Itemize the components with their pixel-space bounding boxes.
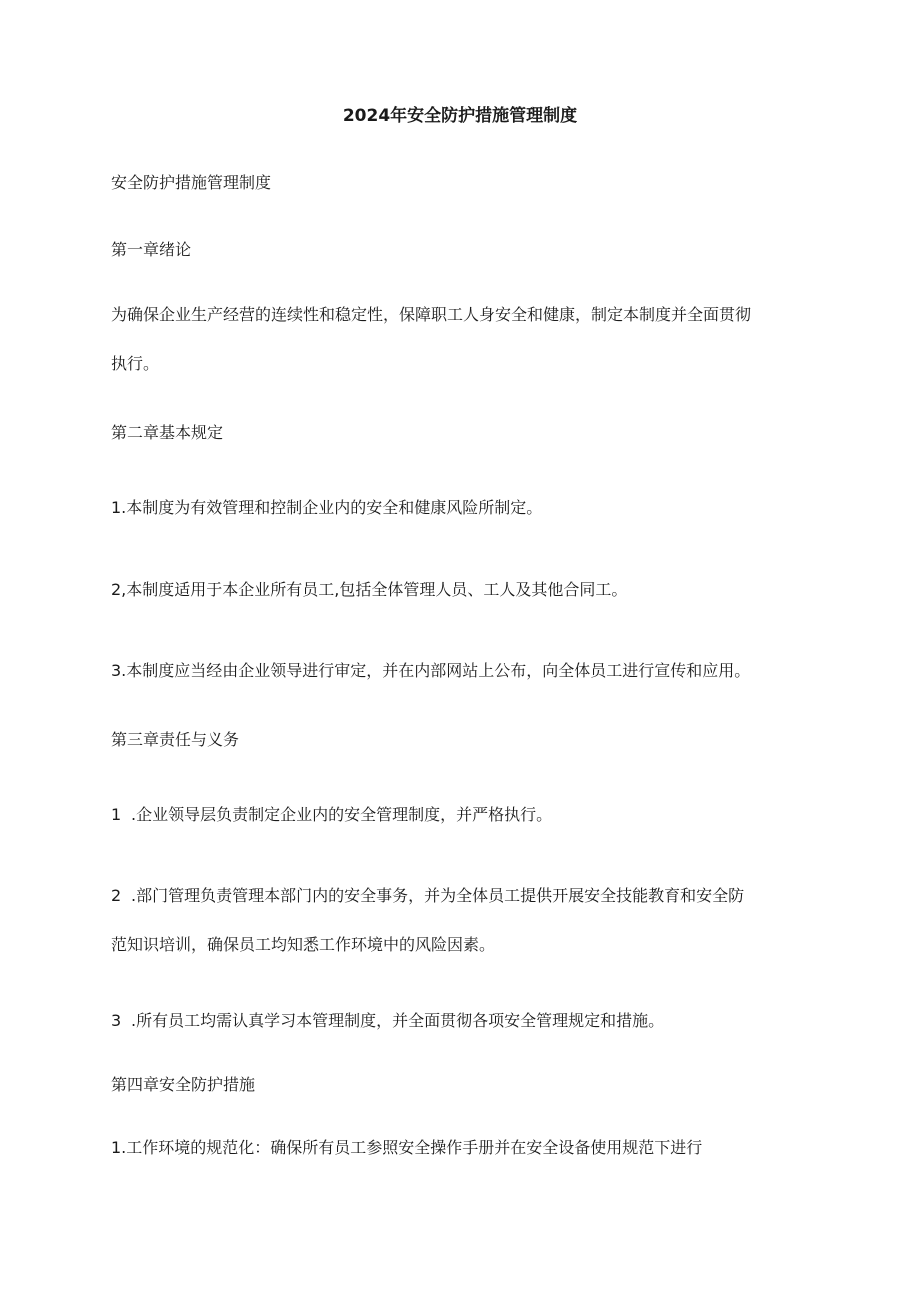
paragraph-line: 执行。: [111, 354, 160, 373]
list-item: [111, 802, 552, 828]
list-item: 3.本制度应当经由企业领导进行审定，并在内部网站上公布，向全体员工进行宣传和应用。: [111, 661, 751, 680]
subtitle: 安全防护措施管理制度: [111, 173, 272, 192]
chapter-4-heading: 第四章安全防护措施: [111, 1075, 256, 1094]
chapter-3-heading: 第三章责任与义务: [111, 730, 240, 749]
list-item: 2,本制度适用于本企业所有员工,包括全体管理人员、工人及其他合同工。: [111, 580, 628, 599]
list-item: [111, 1008, 664, 1034]
paragraph-line: 为确保企业生产经营的连续性和稳定性，保障职工人身安全和健康，制定本制度并全面贯彻: [111, 305, 752, 324]
list-item-text: .企业领导层负责制定企业内的安全管理制度，并严格执行。: [131, 805, 553, 824]
list-item-continuation: 范知识培训，确保员工均知悉工作环境中的风险因素。: [111, 935, 496, 954]
list-item-text: .部门管理负责管理本部门内的安全事务，并为全体员工提供开展安全技能教育和安全防: [131, 886, 745, 905]
list-item: 1.本制度为有效管理和控制企业内的安全和健康风险所制定。: [111, 498, 543, 517]
document-title: 2024年安全防护措施管理制度: [342, 106, 578, 126]
list-number: 2: [111, 886, 122, 905]
list-item-text: .所有员工均需认真学习本管理制度，并全面贯彻各项安全管理规定和措施。: [131, 1011, 665, 1030]
list-item: 1.工作环境的规范化：确保所有员工参照安全操作手册并在安全设备使用规范下进行: [111, 1138, 703, 1157]
list-number: 3: [111, 1011, 122, 1030]
chapter-2-heading: 第二章基本规定: [111, 423, 224, 442]
chapter-1-heading: 第一章绪论: [111, 240, 192, 259]
list-number: 1: [111, 805, 122, 824]
list-item: [111, 883, 744, 909]
